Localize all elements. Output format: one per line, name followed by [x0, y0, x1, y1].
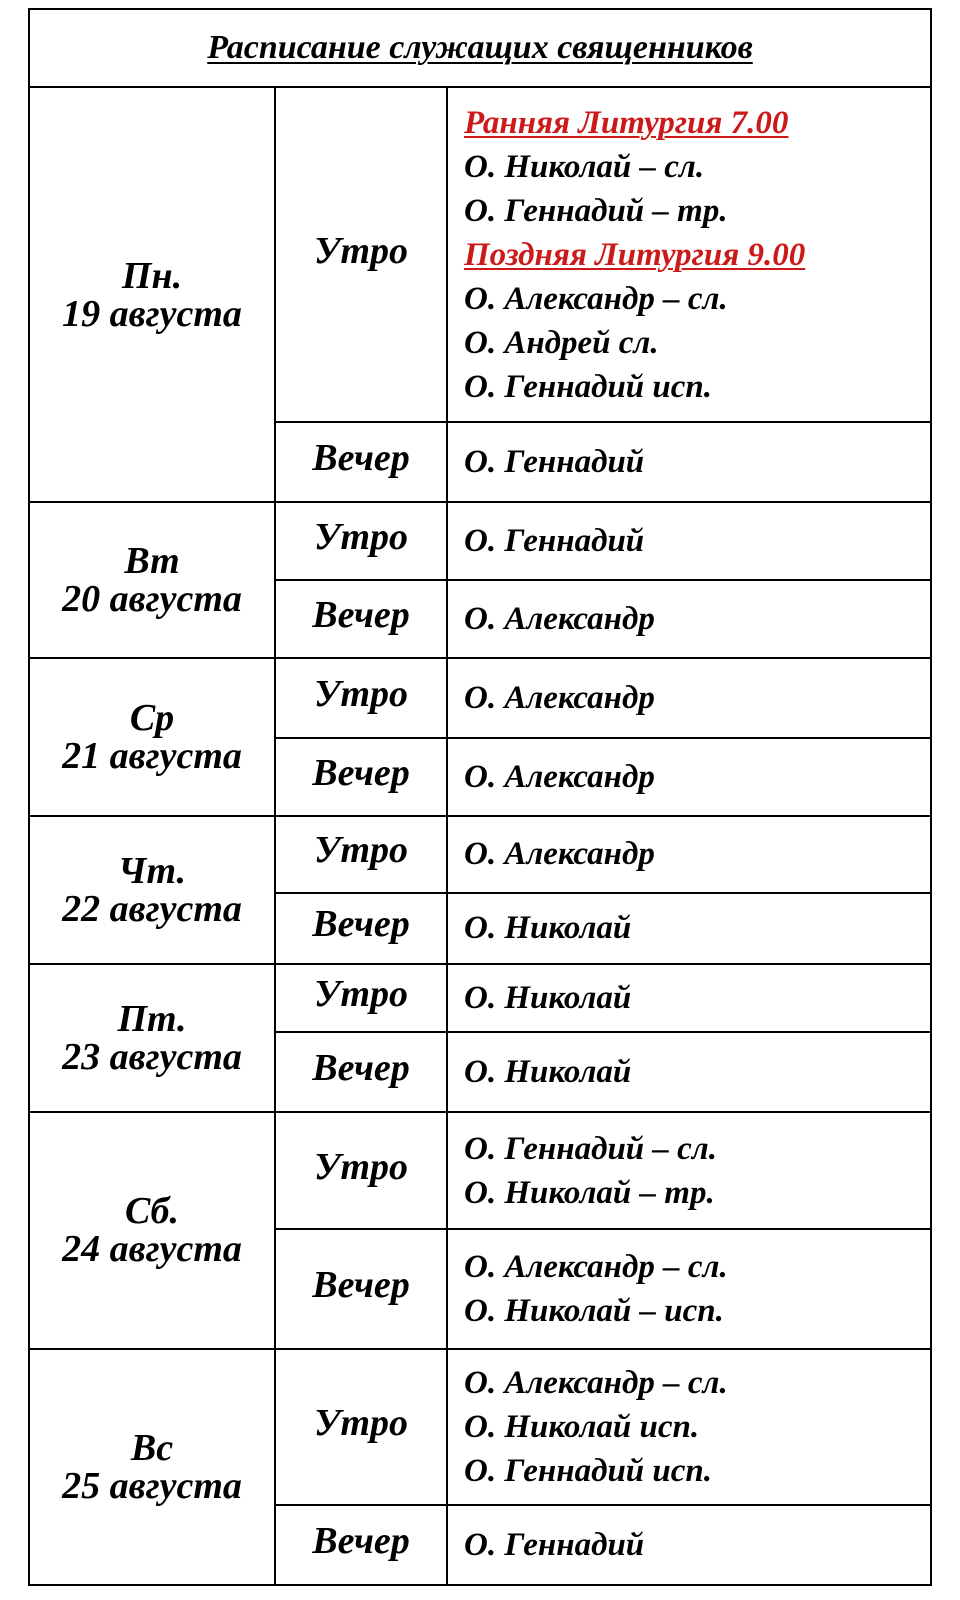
schedule-table	[28, 8, 932, 1586]
priests-cell	[447, 580, 931, 658]
weekday-label: Ср	[129, 697, 175, 740]
morning-period-cell	[275, 1349, 447, 1505]
weekday-label: Чт.	[118, 850, 186, 893]
day-2-morning-row	[29, 502, 931, 580]
title-cell	[29, 9, 931, 87]
liturgy-heading: Ранняя Литургия 7.00	[464, 104, 789, 141]
date-label: 24 августа	[62, 1228, 242, 1271]
priest-entry: О. Николай – тр.	[464, 1174, 715, 1211]
evening-period-cell	[275, 1229, 447, 1348]
day-5-morning-row	[29, 964, 931, 1032]
priest-entry: О. Александр	[464, 601, 655, 638]
priests-cell	[447, 1032, 931, 1112]
day-cell	[29, 964, 275, 1112]
date-label: 19 августа	[62, 292, 242, 335]
morning-label: Утро	[314, 1145, 408, 1188]
priest-entry: О. Александр – сл.	[464, 280, 728, 317]
priests-cell	[447, 1229, 931, 1348]
priest-entry: О. Николай исп.	[464, 1408, 700, 1445]
priest-entry: О. Геннадий – тр.	[464, 192, 728, 229]
priests-cell	[447, 1112, 931, 1229]
weekday-label: Сб.	[124, 1190, 180, 1233]
day-4-morning-row	[29, 816, 931, 892]
morning-label: Утро	[314, 516, 408, 559]
priests-cell	[447, 87, 931, 422]
priest-entry: О. Николай	[464, 1054, 632, 1091]
morning-period-cell	[275, 816, 447, 892]
priest-entry: О. Александр	[464, 759, 655, 796]
evening-label: Вечер	[312, 437, 410, 480]
morning-period-cell	[275, 502, 447, 580]
evening-label: Вечер	[312, 903, 410, 946]
priest-entry: О. Николай	[464, 910, 632, 947]
evening-period-cell	[275, 580, 447, 658]
priest-entry: О. Николай – исп.	[464, 1293, 724, 1330]
day-cell	[29, 658, 275, 816]
evening-label: Вечер	[312, 1264, 410, 1307]
day-cell	[29, 816, 275, 964]
title-row	[29, 9, 931, 87]
weekday-label: Пн.	[121, 254, 183, 297]
priests-cell	[447, 893, 931, 965]
priest-entry: О. Геннадий – сл.	[464, 1130, 717, 1167]
priest-entry: О. Александр	[464, 680, 655, 717]
evening-period-cell	[275, 738, 447, 816]
evening-label: Вечер	[312, 752, 410, 795]
evening-period-cell	[275, 1505, 447, 1585]
evening-period-cell	[275, 893, 447, 965]
priests-cell	[447, 658, 931, 738]
morning-label: Утро	[314, 229, 408, 272]
morning-label: Утро	[314, 673, 408, 716]
day-cell	[29, 1112, 275, 1348]
priest-entry: О. Андрей сл.	[464, 324, 659, 361]
weekday-label: Вт	[124, 540, 180, 583]
day-6-morning-row	[29, 1112, 931, 1229]
priests-cell	[447, 964, 931, 1032]
date-label: 25 августа	[62, 1464, 242, 1507]
morning-period-cell	[275, 87, 447, 422]
priest-entry: О. Александр – сл.	[464, 1249, 728, 1286]
date-label: 23 августа	[62, 1036, 242, 1079]
day-cell	[29, 87, 275, 502]
weekday-label: Вс	[130, 1426, 174, 1469]
schedule-sheet	[28, 8, 930, 1586]
day-1-morning-row	[29, 87, 931, 422]
morning-period-cell	[275, 658, 447, 738]
date-label: 22 августа	[62, 888, 242, 931]
priest-entry: О. Геннадий исп.	[464, 1452, 712, 1489]
evening-label: Вечер	[312, 1519, 410, 1562]
priests-cell	[447, 1505, 931, 1585]
priests-cell	[447, 502, 931, 580]
priest-entry: О. Александр	[464, 836, 655, 873]
priests-cell	[447, 816, 931, 892]
morning-label: Утро	[314, 829, 408, 872]
priests-cell	[447, 422, 931, 502]
priests-cell	[447, 1349, 931, 1505]
morning-label: Утро	[314, 1401, 408, 1444]
priest-entry: О. Геннадий	[464, 444, 645, 481]
priest-entry: О. Николай	[464, 980, 632, 1017]
priest-entry: О. Геннадий	[464, 523, 645, 560]
morning-period-cell	[275, 1112, 447, 1229]
schedule-title: Расписание служащих священников	[207, 29, 753, 67]
evening-label: Вечер	[312, 594, 410, 637]
date-label: 21 августа	[62, 735, 242, 778]
date-label: 20 августа	[62, 578, 242, 621]
evening-label: Вечер	[312, 1047, 410, 1090]
day-cell	[29, 502, 275, 658]
day-cell	[29, 1349, 275, 1585]
priest-entry: О. Геннадий	[464, 1526, 645, 1563]
day-7-morning-row	[29, 1349, 931, 1505]
evening-period-cell	[275, 1032, 447, 1112]
morning-label: Утро	[314, 973, 408, 1016]
day-3-morning-row	[29, 658, 931, 738]
priest-entry: О. Александр – сл.	[464, 1364, 728, 1401]
weekday-label: Пт.	[117, 998, 187, 1041]
priest-entry: О. Николай – сл.	[464, 148, 705, 185]
evening-period-cell	[275, 422, 447, 502]
priests-cell	[447, 738, 931, 816]
priest-entry: О. Геннадий исп.	[464, 368, 712, 405]
liturgy-heading: Поздняя Литургия 9.00	[464, 236, 806, 273]
morning-period-cell	[275, 964, 447, 1032]
